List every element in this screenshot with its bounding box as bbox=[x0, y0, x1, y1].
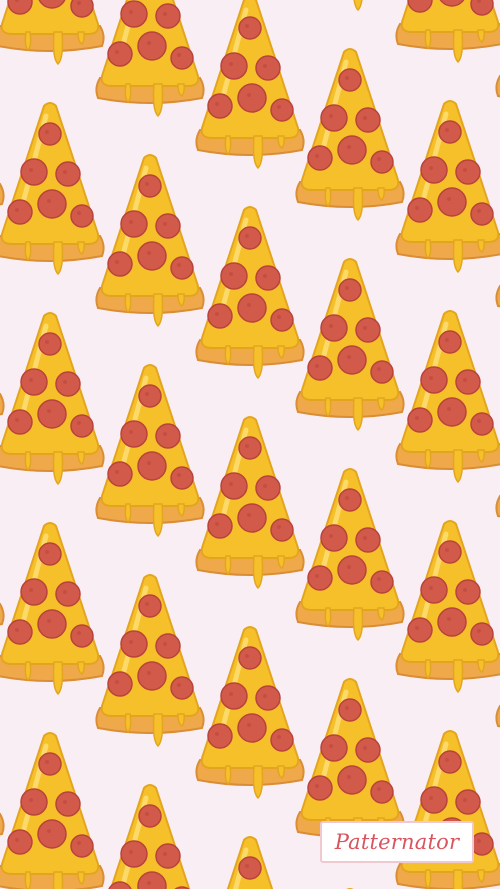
pizza-slice bbox=[196, 627, 303, 798]
pizza-slice bbox=[96, 0, 203, 116]
pizza-slice bbox=[0, 471, 4, 642]
pizza-slice bbox=[196, 0, 303, 168]
pizza-slice bbox=[96, 575, 203, 746]
pizza-slice bbox=[0, 681, 4, 852]
pizza-slice bbox=[196, 207, 303, 378]
pizza-slice bbox=[0, 523, 104, 694]
pizza-slice bbox=[296, 49, 403, 220]
pizza-slice bbox=[96, 155, 203, 326]
pizza-slice bbox=[96, 365, 203, 536]
pizza-slice bbox=[396, 0, 500, 62]
pizza-slice bbox=[0, 51, 4, 222]
pizza-slice bbox=[0, 0, 4, 12]
pizza-slice bbox=[0, 733, 104, 889]
pizza-slice bbox=[196, 837, 303, 889]
pizza-slice bbox=[396, 521, 500, 692]
patternator-watermark bbox=[320, 821, 474, 863]
pizza-slice bbox=[196, 417, 303, 588]
watermark-text: Patternator bbox=[334, 830, 460, 854]
pizza-slice bbox=[296, 259, 403, 430]
pizza-slice bbox=[396, 311, 500, 482]
pizza-slice bbox=[396, 101, 500, 272]
pizza-slice bbox=[0, 261, 4, 432]
pizza-slice bbox=[296, 469, 403, 640]
pizza-slice bbox=[0, 313, 104, 484]
pizza-slice bbox=[396, 731, 500, 889]
pizza-slice bbox=[0, 103, 104, 274]
pizza-slice bbox=[96, 785, 203, 889]
pizza-slice bbox=[296, 0, 403, 10]
pizza-slice bbox=[0, 0, 104, 64]
